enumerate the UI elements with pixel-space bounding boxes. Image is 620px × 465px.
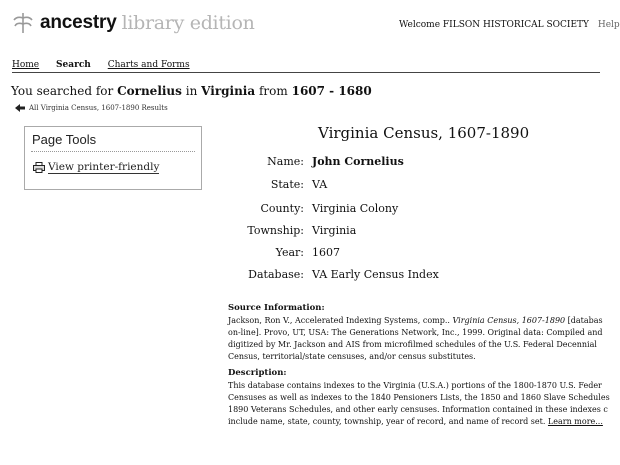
- summary-range: 1607 - 1680: [291, 84, 372, 98]
- source-info-line-2: on-line]. Provo, UT, USA: The Generations Network, Inc., 1999. Original data: Compiled and: [228, 328, 603, 337]
- database-value: VA Early Census Index: [312, 268, 439, 281]
- county-value: Virginia Colony: [312, 202, 399, 215]
- township-value: Virginia: [312, 224, 357, 237]
- welcome-bar: [399, 20, 620, 30]
- leaf-logo-icon: [10, 10, 36, 36]
- source-info-line-1: [228, 315, 603, 326]
- page-tools-divider: [31, 151, 195, 152]
- summary-prefix: You searched for: [11, 84, 114, 98]
- summary-place: Virginia: [201, 84, 256, 98]
- county-label: County:: [260, 202, 304, 215]
- name-label: Name:: [267, 155, 304, 168]
- source-database-tag: [databas: [567, 316, 603, 325]
- source-title: Virginia Census, 1607-1890: [452, 316, 566, 325]
- back-link-label: All Virginia Census, 1607-1890 Results: [29, 104, 168, 112]
- description-line-4-text: include name, state, county, township, year of record, and name of record set.: [228, 417, 546, 426]
- search-summary: [11, 84, 372, 98]
- view-printer-friendly-link[interactable]: [33, 161, 159, 174]
- summary-from: from: [258, 84, 288, 98]
- nav-search[interactable]: Search: [56, 60, 91, 70]
- state-label: State:: [270, 178, 304, 191]
- township-label: Township:: [247, 224, 304, 237]
- database-label: Database:: [248, 268, 304, 281]
- summary-name: Cornelius: [117, 84, 182, 98]
- learn-more-link[interactable]: Learn more...: [547, 417, 603, 426]
- welcome-text: Welcome: [399, 20, 441, 30]
- summary-in: in: [185, 84, 198, 98]
- year-label: Year:: [275, 246, 304, 259]
- description-line-4: [228, 416, 603, 427]
- main-nav: [12, 60, 204, 70]
- description-line-1: This database contains indexes to the Virginia (U.S.A.) portions of the 1800-1870 U.S. Feder: [228, 381, 602, 390]
- back-arrow-icon: [14, 103, 26, 113]
- source-info-line-4: Census, territorial/state censuses, and/or census substitutes.: [228, 352, 476, 361]
- nav-charts-and-forms[interactable]: Charts and Forms: [107, 60, 190, 70]
- source-info-heading: Source Information:: [228, 303, 325, 313]
- source-info-line-3: digitized by Mr. Jackson and AIS from microfilmed schedules of the U.S. Federal Decennial: [228, 340, 597, 349]
- printer-icon: [33, 162, 45, 173]
- page-tools-title: Page Tools: [32, 132, 97, 147]
- name-value: John Cornelius: [312, 155, 404, 168]
- description-heading: Description:: [228, 368, 287, 378]
- welcome-org: FILSON HISTORICAL SOCIETY: [442, 20, 589, 30]
- edition-name: library edition: [121, 12, 255, 34]
- nav-home[interactable]: Home: [12, 60, 40, 70]
- brand-name: ancestry: [40, 12, 117, 33]
- nav-divider: [12, 72, 600, 73]
- record-title: Virginia Census, 1607-1890: [318, 124, 530, 142]
- page-tools-panel: [24, 126, 202, 190]
- printer-friendly-label: View printer-friendly: [48, 161, 160, 173]
- description-line-2: Censuses as well as indexes to the 1840 Pensioners Lists, the 1850 and 1860 Slave Schedules: [228, 393, 610, 402]
- year-value: 1607: [312, 246, 340, 259]
- ancestry-logo[interactable]: [10, 10, 255, 36]
- source-compiler: Jackson, Ron V., Accelerated Indexing Systems, comp..: [228, 316, 450, 325]
- help-link[interactable]: Help: [597, 20, 620, 30]
- description-line-3: 1890 Veterans Schedules, and other early censuses. Information contained in these indexes c: [228, 405, 608, 414]
- state-value: VA: [312, 178, 328, 191]
- back-to-results-link[interactable]: [14, 103, 168, 113]
